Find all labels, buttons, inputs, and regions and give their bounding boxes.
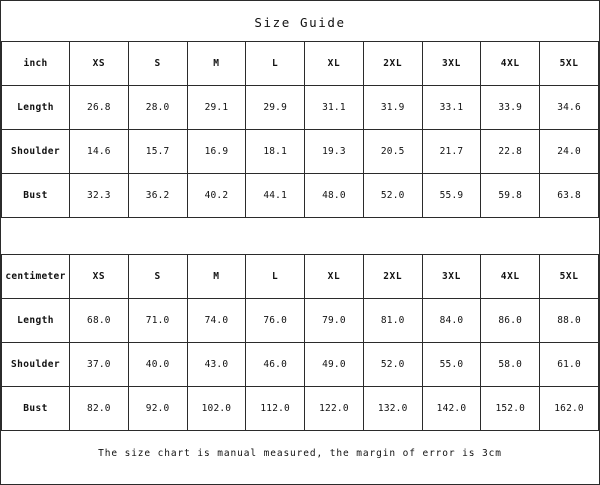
cell: 71.0	[128, 299, 187, 343]
cell: 52.0	[363, 343, 422, 387]
cell: 52.0	[363, 174, 422, 218]
cell: 15.7	[128, 130, 187, 174]
cell: 142.0	[422, 387, 481, 431]
cell: 102.0	[187, 387, 246, 431]
cell: 33.9	[481, 86, 540, 130]
cell: 122.0	[305, 387, 364, 431]
table-divider	[1, 218, 599, 254]
cell: 31.1	[305, 86, 364, 130]
cell: 31.9	[363, 86, 422, 130]
cell: 84.0	[422, 299, 481, 343]
cell: 18.1	[246, 130, 305, 174]
cell: 19.3	[305, 130, 364, 174]
cell: 14.6	[70, 130, 129, 174]
cell: 28.0	[128, 86, 187, 130]
unit-header-inch: inch	[2, 42, 70, 86]
size-table-inch	[1, 41, 599, 218]
cell: 40.2	[187, 174, 246, 218]
table-row	[2, 174, 599, 218]
row-label-length: Length	[2, 86, 70, 130]
cell: 162.0	[540, 387, 599, 431]
cell: 112.0	[246, 387, 305, 431]
size-header-4xl: 4XL	[481, 42, 540, 86]
cell: 20.5	[363, 130, 422, 174]
row-label-bust: Bust	[2, 387, 70, 431]
row-label-shoulder: Shoulder	[2, 343, 70, 387]
cell: 16.9	[187, 130, 246, 174]
cell: 22.8	[481, 130, 540, 174]
size-header-l: L	[246, 255, 305, 299]
table-row	[2, 299, 599, 343]
size-header-l: L	[246, 42, 305, 86]
cell: 44.1	[246, 174, 305, 218]
cell: 132.0	[363, 387, 422, 431]
cell: 88.0	[540, 299, 599, 343]
cell: 29.1	[187, 86, 246, 130]
cell: 29.9	[246, 86, 305, 130]
cell: 82.0	[70, 387, 129, 431]
cell: 55.0	[422, 343, 481, 387]
cell: 37.0	[70, 343, 129, 387]
cell: 24.0	[540, 130, 599, 174]
cell: 79.0	[305, 299, 364, 343]
page-title: Size Guide	[254, 15, 346, 30]
table-row	[2, 343, 599, 387]
table-row	[2, 387, 599, 431]
size-header-5xl: 5XL	[540, 255, 599, 299]
size-table-centimeter	[1, 254, 599, 431]
cell: 43.0	[187, 343, 246, 387]
size-header-s: S	[128, 255, 187, 299]
cell: 46.0	[246, 343, 305, 387]
cell: 21.7	[422, 130, 481, 174]
cell: 58.0	[481, 343, 540, 387]
row-label-length: Length	[2, 299, 70, 343]
size-header-xl: XL	[305, 42, 364, 86]
size-header-xs: XS	[70, 42, 129, 86]
size-header-xl: XL	[305, 255, 364, 299]
table-row	[2, 130, 599, 174]
cell: 32.3	[70, 174, 129, 218]
cell: 26.8	[70, 86, 129, 130]
cell: 68.0	[70, 299, 129, 343]
cell: 48.0	[305, 174, 364, 218]
unit-header-centimeter: centimeter	[2, 255, 70, 299]
size-header-5xl: 5XL	[540, 42, 599, 86]
size-header-m: M	[187, 255, 246, 299]
size-header-2xl: 2XL	[363, 42, 422, 86]
row-label-bust: Bust	[2, 174, 70, 218]
size-header-2xl: 2XL	[363, 255, 422, 299]
cell: 74.0	[187, 299, 246, 343]
size-header-3xl: 3XL	[422, 42, 481, 86]
cell: 34.6	[540, 86, 599, 130]
table-row	[2, 86, 599, 130]
cell: 86.0	[481, 299, 540, 343]
size-header-xs: XS	[70, 255, 129, 299]
cell: 152.0	[481, 387, 540, 431]
row-label-shoulder: Shoulder	[2, 130, 70, 174]
cell: 36.2	[128, 174, 187, 218]
cell: 92.0	[128, 387, 187, 431]
table-header-row	[2, 255, 599, 299]
cell: 81.0	[363, 299, 422, 343]
measurement-disclaimer: The size chart is manual measured, the margin of error is 3cm	[98, 448, 502, 459]
cell: 55.9	[422, 174, 481, 218]
table-header-row	[2, 42, 599, 86]
cell: 76.0	[246, 299, 305, 343]
cell: 63.8	[540, 174, 599, 218]
size-header-m: M	[187, 42, 246, 86]
cell: 40.0	[128, 343, 187, 387]
size-header-3xl: 3XL	[422, 255, 481, 299]
size-header-4xl: 4XL	[481, 255, 540, 299]
cell: 59.8	[481, 174, 540, 218]
size-header-s: S	[128, 42, 187, 86]
cell: 61.0	[540, 343, 599, 387]
cell: 33.1	[422, 86, 481, 130]
cell: 49.0	[305, 343, 364, 387]
